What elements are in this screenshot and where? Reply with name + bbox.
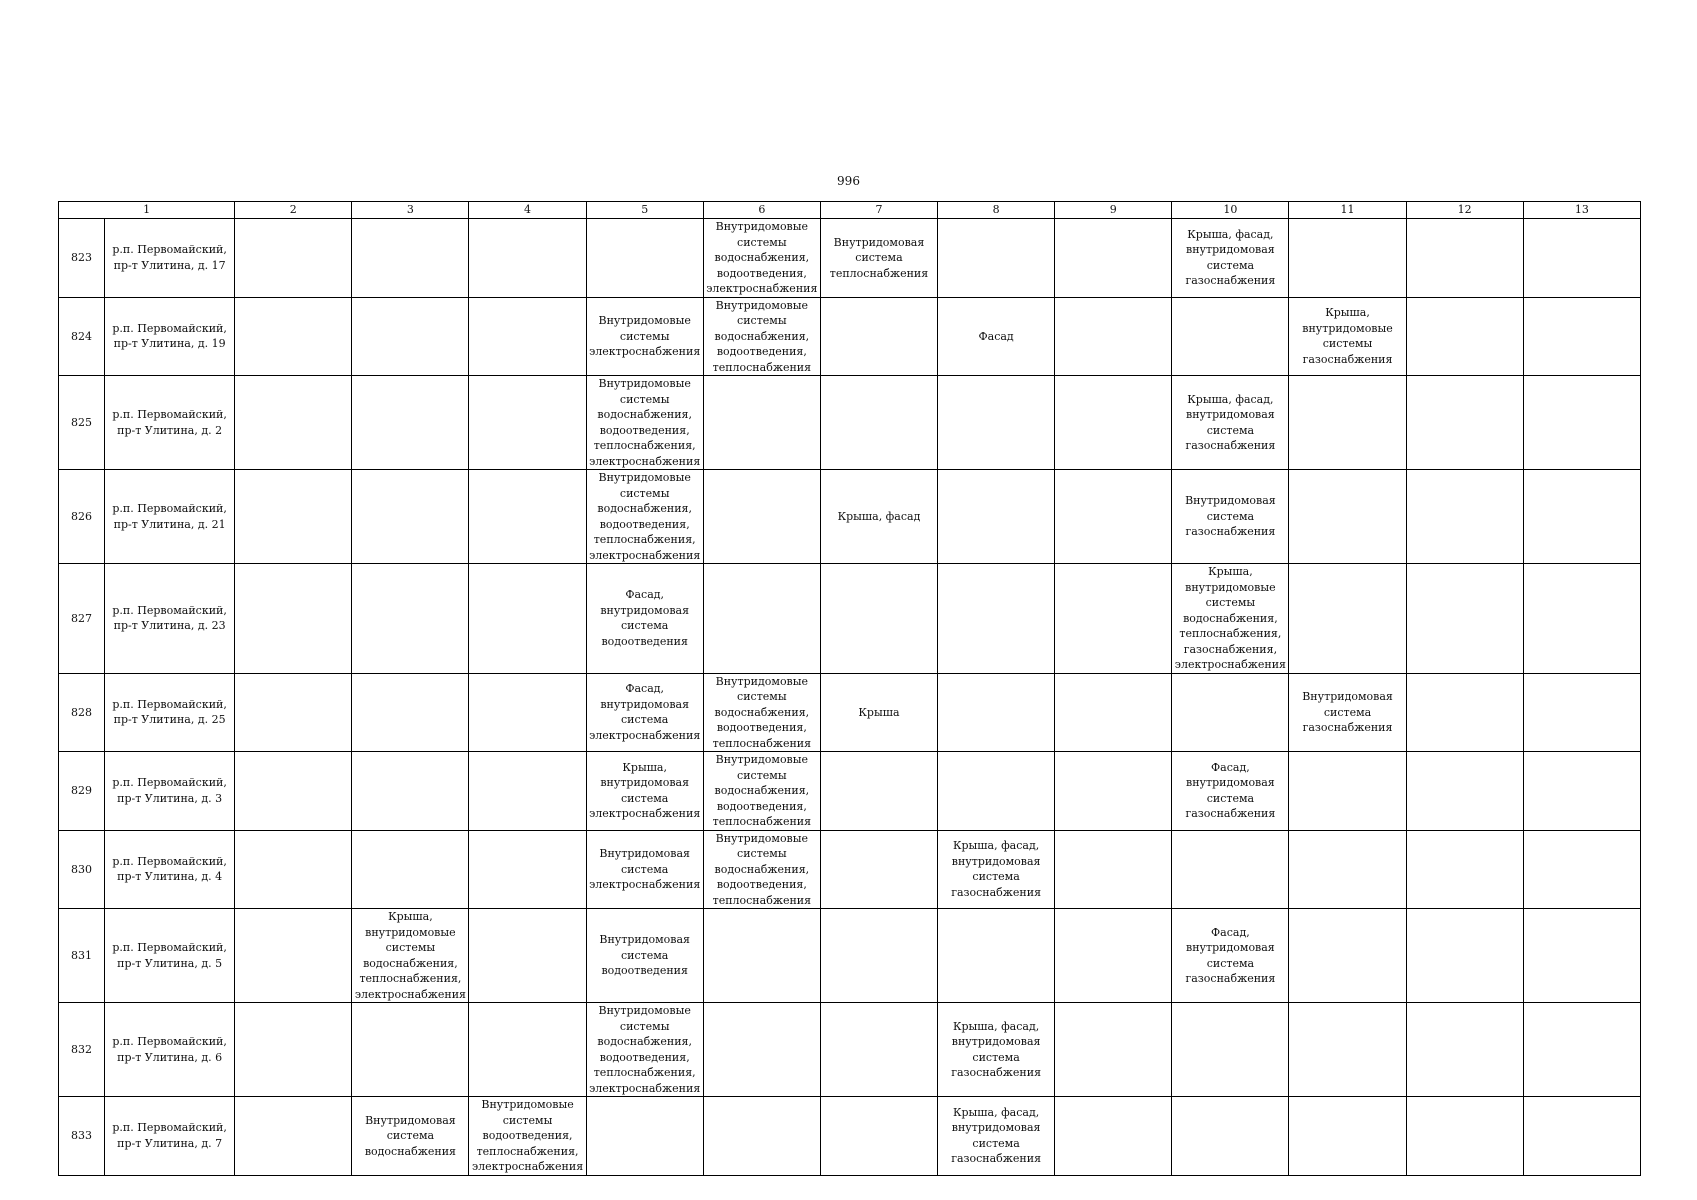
work-cell-col-12 <box>1406 830 1523 909</box>
column-header-7: 7 <box>820 202 937 219</box>
column-header-6: 6 <box>703 202 820 219</box>
repair-schedule-table <box>58 201 1641 1176</box>
work-cell-col-10 <box>1172 830 1289 909</box>
work-cell-col-12 <box>1406 1097 1523 1176</box>
work-cell-col-5: Внутридомовые системы водоснабжения, водоотведения, теплоснабжения, электроснабжения <box>586 1003 703 1097</box>
work-cell-col-3: Внутридомовая система водоснабжения <box>352 1097 469 1176</box>
work-cell-col-8 <box>938 564 1055 674</box>
work-cell-col-2 <box>235 219 352 298</box>
work-cell-col-3 <box>352 752 469 831</box>
work-cell-col-6 <box>703 564 820 674</box>
work-cell-col-12 <box>1406 470 1523 564</box>
work-cell-col-7 <box>820 564 937 674</box>
work-cell-col-13 <box>1523 673 1640 752</box>
work-cell-col-10: Фасад, внутридомовая система газоснабжения <box>1172 752 1289 831</box>
work-cell-col-10: Фасад, внутридомовая система газоснабжения <box>1172 909 1289 1003</box>
row-number: 830 <box>59 830 105 909</box>
work-cell-col-2 <box>235 830 352 909</box>
column-header-13: 13 <box>1523 202 1640 219</box>
work-cell-col-12 <box>1406 752 1523 831</box>
row-number: 823 <box>59 219 105 298</box>
column-header-11: 11 <box>1289 202 1406 219</box>
work-cell-col-9 <box>1055 297 1172 376</box>
table-row <box>59 297 1641 376</box>
work-cell-col-13 <box>1523 830 1640 909</box>
work-cell-col-3 <box>352 376 469 470</box>
work-cell-col-12 <box>1406 909 1523 1003</box>
work-cell-col-3 <box>352 470 469 564</box>
table-row <box>59 752 1641 831</box>
work-cell-col-10 <box>1172 673 1289 752</box>
column-header-8: 8 <box>938 202 1055 219</box>
work-cell-col-5: Внутридомовая система водоотведения <box>586 909 703 1003</box>
work-cell-col-11 <box>1289 564 1406 674</box>
work-cell-col-11 <box>1289 470 1406 564</box>
work-cell-col-7 <box>820 830 937 909</box>
work-cell-col-11 <box>1289 1097 1406 1176</box>
row-number: 828 <box>59 673 105 752</box>
work-cell-col-8 <box>938 752 1055 831</box>
row-number: 832 <box>59 1003 105 1097</box>
row-number: 833 <box>59 1097 105 1176</box>
address-cell: р.п. Первомайский, пр-т Улитина, д. 3 <box>105 752 235 831</box>
work-cell-col-8: Крыша, фасад, внутридомовая система газоснабжения <box>938 1097 1055 1176</box>
work-cell-col-7 <box>820 1003 937 1097</box>
work-cell-col-5: Внутридомовые системы водоснабжения, водоотведения, теплоснабжения, электроснабжения <box>586 470 703 564</box>
work-cell-col-12 <box>1406 1003 1523 1097</box>
address-cell: р.п. Первомайский, пр-т Улитина, д. 2 <box>105 376 235 470</box>
table-row <box>59 1097 1641 1176</box>
table-row <box>59 219 1641 298</box>
row-number: 826 <box>59 470 105 564</box>
work-cell-col-2 <box>235 1003 352 1097</box>
work-cell-col-5: Фасад, внутридомовая система электроснабжения <box>586 673 703 752</box>
work-cell-col-11 <box>1289 376 1406 470</box>
work-cell-col-6 <box>703 1003 820 1097</box>
work-cell-col-7: Внутридомовая система теплоснабжения <box>820 219 937 298</box>
row-number: 829 <box>59 752 105 831</box>
row-number: 825 <box>59 376 105 470</box>
column-header-3: 3 <box>352 202 469 219</box>
column-header-10: 10 <box>1172 202 1289 219</box>
column-header-5: 5 <box>586 202 703 219</box>
table-body <box>59 219 1641 1176</box>
work-cell-col-4 <box>469 673 586 752</box>
work-cell-col-11: Внутридомовая система газоснабжения <box>1289 673 1406 752</box>
row-number: 831 <box>59 909 105 1003</box>
work-cell-col-7 <box>820 909 937 1003</box>
work-cell-col-4 <box>469 297 586 376</box>
work-cell-col-8 <box>938 470 1055 564</box>
work-cell-col-6: Внутридомовые системы водоснабжения, водоотведения, теплоснабжения <box>703 830 820 909</box>
work-cell-col-6: Внутридомовые системы водоснабжения, водоотведения, теплоснабжения <box>703 752 820 831</box>
work-cell-col-12 <box>1406 376 1523 470</box>
work-cell-col-2 <box>235 376 352 470</box>
work-cell-col-9 <box>1055 830 1172 909</box>
work-cell-col-4 <box>469 564 586 674</box>
work-cell-col-2 <box>235 673 352 752</box>
work-cell-col-7: Крыша <box>820 673 937 752</box>
work-cell-col-3 <box>352 219 469 298</box>
work-cell-col-2 <box>235 752 352 831</box>
table-row <box>59 830 1641 909</box>
work-cell-col-9 <box>1055 1097 1172 1176</box>
work-cell-col-9 <box>1055 376 1172 470</box>
address-cell: р.п. Первомайский, пр-т Улитина, д. 19 <box>105 297 235 376</box>
work-cell-col-5: Внутридомовые системы водоснабжения, водоотведения, теплоснабжения, электроснабжения <box>586 376 703 470</box>
work-cell-col-8 <box>938 909 1055 1003</box>
work-cell-col-11 <box>1289 1003 1406 1097</box>
work-cell-col-7: Крыша, фасад <box>820 470 937 564</box>
work-cell-col-2 <box>235 297 352 376</box>
row-number: 824 <box>59 297 105 376</box>
table-row <box>59 673 1641 752</box>
work-cell-col-6 <box>703 470 820 564</box>
work-cell-col-13 <box>1523 1097 1640 1176</box>
work-cell-col-13 <box>1523 752 1640 831</box>
work-cell-col-5 <box>586 1097 703 1176</box>
work-cell-col-11: Крыша, внутридомовые системы газоснабжения <box>1289 297 1406 376</box>
work-cell-col-4 <box>469 219 586 298</box>
work-cell-col-11 <box>1289 830 1406 909</box>
column-header-4: 4 <box>469 202 586 219</box>
work-cell-col-8: Крыша, фасад, внутридомовая система газоснабжения <box>938 830 1055 909</box>
work-cell-col-4 <box>469 752 586 831</box>
work-cell-col-11 <box>1289 219 1406 298</box>
work-cell-col-10 <box>1172 1097 1289 1176</box>
work-cell-col-8 <box>938 673 1055 752</box>
work-cell-col-3 <box>352 1003 469 1097</box>
work-cell-col-8 <box>938 219 1055 298</box>
address-cell: р.п. Первомайский, пр-т Улитина, д. 25 <box>105 673 235 752</box>
work-cell-col-13 <box>1523 376 1640 470</box>
work-cell-col-12 <box>1406 564 1523 674</box>
address-cell: р.п. Первомайский, пр-т Улитина, д. 21 <box>105 470 235 564</box>
table-row <box>59 470 1641 564</box>
row-number: 827 <box>59 564 105 674</box>
work-cell-col-12 <box>1406 297 1523 376</box>
column-number-header-row <box>59 202 1641 219</box>
work-cell-col-7 <box>820 376 937 470</box>
work-cell-col-6: Внутридомовые системы водоснабжения, водоотведения, теплоснабжения <box>703 297 820 376</box>
work-cell-col-4 <box>469 470 586 564</box>
work-cell-col-13 <box>1523 909 1640 1003</box>
work-cell-col-12 <box>1406 673 1523 752</box>
table-row <box>59 1003 1641 1097</box>
work-cell-col-2 <box>235 1097 352 1176</box>
work-cell-col-10 <box>1172 297 1289 376</box>
work-cell-col-11 <box>1289 752 1406 831</box>
work-cell-col-8 <box>938 376 1055 470</box>
work-cell-col-3 <box>352 297 469 376</box>
work-cell-col-3 <box>352 564 469 674</box>
work-cell-col-9 <box>1055 564 1172 674</box>
work-cell-col-6 <box>703 1097 820 1176</box>
work-cell-col-2 <box>235 909 352 1003</box>
work-cell-col-7 <box>820 297 937 376</box>
work-cell-col-4 <box>469 376 586 470</box>
work-cell-col-7 <box>820 752 937 831</box>
column-header-1: 1 <box>59 202 235 219</box>
work-cell-col-6 <box>703 909 820 1003</box>
work-cell-col-10: Крыша, внутридомовые системы водоснабжения, теплоснабжения, газоснабжения, электроснабжения <box>1172 564 1289 674</box>
work-cell-col-13 <box>1523 219 1640 298</box>
work-cell-col-6: Внутридомовые системы водоснабжения, водоотведения, электроснабжения <box>703 219 820 298</box>
work-cell-col-11 <box>1289 909 1406 1003</box>
work-cell-col-6 <box>703 376 820 470</box>
work-cell-col-13 <box>1523 1003 1640 1097</box>
work-cell-col-5: Внутридомовая система электроснабжения <box>586 830 703 909</box>
work-cell-col-5 <box>586 219 703 298</box>
table-row <box>59 564 1641 674</box>
work-cell-col-9 <box>1055 219 1172 298</box>
work-cell-col-9 <box>1055 752 1172 831</box>
address-cell: р.п. Первомайский, пр-т Улитина, д. 7 <box>105 1097 235 1176</box>
work-cell-col-5: Фасад, внутридомовая система водоотведения <box>586 564 703 674</box>
work-cell-col-8: Крыша, фасад, внутридомовая система газоснабжения <box>938 1003 1055 1097</box>
work-cell-col-3: Крыша, внутридомовые системы водоснабжения, теплоснабжения, электроснабжения <box>352 909 469 1003</box>
table-row <box>59 376 1641 470</box>
work-cell-col-13 <box>1523 564 1640 674</box>
work-cell-col-2 <box>235 470 352 564</box>
address-cell: р.п. Первомайский, пр-т Улитина, д. 23 <box>105 564 235 674</box>
work-cell-col-12 <box>1406 219 1523 298</box>
work-cell-col-5: Внутридомовые системы электроснабжения <box>586 297 703 376</box>
work-cell-col-4 <box>469 830 586 909</box>
table-row <box>59 909 1641 1003</box>
work-cell-col-13 <box>1523 470 1640 564</box>
work-cell-col-9 <box>1055 673 1172 752</box>
address-cell: р.п. Первомайский, пр-т Улитина, д. 4 <box>105 830 235 909</box>
address-cell: р.п. Первомайский, пр-т Улитина, д. 17 <box>105 219 235 298</box>
work-cell-col-4 <box>469 1003 586 1097</box>
work-cell-col-10: Крыша, фасад, внутридомовая система газоснабжения <box>1172 376 1289 470</box>
work-cell-col-9 <box>1055 909 1172 1003</box>
page-number: 996 <box>837 174 860 188</box>
work-cell-col-10: Крыша, фасад, внутридомовая система газоснабжения <box>1172 219 1289 298</box>
work-cell-col-7 <box>820 1097 937 1176</box>
address-cell: р.п. Первомайский, пр-т Улитина, д. 5 <box>105 909 235 1003</box>
work-cell-col-3 <box>352 673 469 752</box>
work-cell-col-9 <box>1055 470 1172 564</box>
column-header-2: 2 <box>235 202 352 219</box>
column-header-9: 9 <box>1055 202 1172 219</box>
work-cell-col-4 <box>469 909 586 1003</box>
work-cell-col-10: Внутридомовая система газоснабжения <box>1172 470 1289 564</box>
work-cell-col-8: Фасад <box>938 297 1055 376</box>
work-cell-col-10 <box>1172 1003 1289 1097</box>
work-cell-col-2 <box>235 564 352 674</box>
work-cell-col-3 <box>352 830 469 909</box>
work-cell-col-4: Внутридомовые системы водоотведения, теплоснабжения, электроснабжения <box>469 1097 586 1176</box>
column-header-12: 12 <box>1406 202 1523 219</box>
work-cell-col-6: Внутридомовые системы водоснабжения, водоотведения, теплоснабжения <box>703 673 820 752</box>
work-cell-col-13 <box>1523 297 1640 376</box>
address-cell: р.п. Первомайский, пр-т Улитина, д. 6 <box>105 1003 235 1097</box>
work-cell-col-9 <box>1055 1003 1172 1097</box>
work-cell-col-5: Крыша, внутридомовая система электроснабжения <box>586 752 703 831</box>
